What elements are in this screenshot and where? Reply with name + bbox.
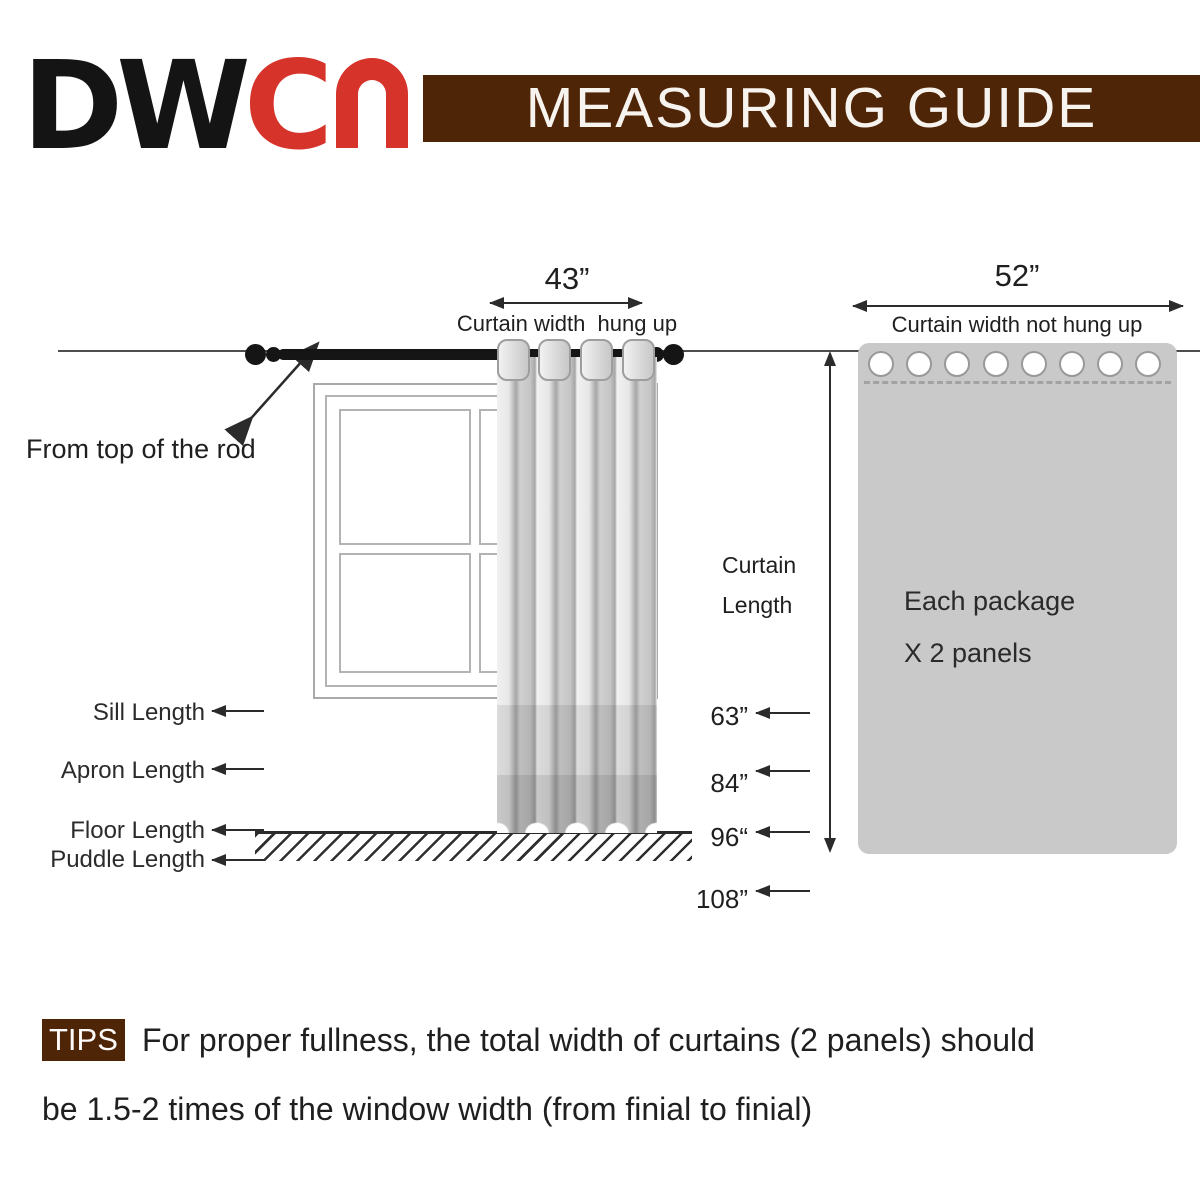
flat-curtain-panel <box>858 343 1177 854</box>
curtain-width-hung-value: 43” <box>544 261 590 296</box>
grommet <box>1021 351 1047 377</box>
grommet <box>1097 351 1123 377</box>
curtain-grommet-tab <box>622 339 655 381</box>
grommet <box>906 351 932 377</box>
window-pane-bottom-left <box>339 553 471 673</box>
logo-black-letters: DW <box>22 35 244 177</box>
label-apron-length: Apron Length <box>60 757 205 784</box>
package-label-line2: X 2 panels <box>904 638 1032 668</box>
curtain-grommet-tab <box>580 339 613 381</box>
grommet <box>944 351 970 377</box>
curtain-length-label-line2: Length <box>722 592 793 618</box>
tips-text-line2: be 1.5-2 times of the window width (from finial to finial) <box>42 1091 813 1127</box>
label-puddle-length: Puddle Length <box>50 846 205 873</box>
tips-badge: TIPS <box>42 1019 125 1061</box>
curtain-grommet-tab <box>538 339 571 381</box>
marker-108-arrow <box>756 890 810 892</box>
logo-red-letter-n-shape <box>336 58 408 148</box>
marker-96: 96“ <box>710 822 748 852</box>
window-pane-top-left <box>339 409 471 545</box>
label-floor-length: Floor Length <box>70 817 205 844</box>
tips-text-line1: For proper fullness, the total width of curtains (2 panels) should <box>142 1022 1035 1058</box>
hung-curtain-panel <box>497 357 657 833</box>
apron-length-arrow <box>212 768 264 770</box>
curtain-length-dimension-arrow <box>822 350 838 854</box>
curtain-width-hung-caption: Curtain width hung up <box>456 311 678 336</box>
grommet <box>983 351 1009 377</box>
rod-finial-left-inner <box>266 347 281 362</box>
marker-96-arrow <box>756 831 810 833</box>
width-flat-dimension-arrow <box>853 305 1183 307</box>
marker-63-arrow <box>756 712 810 714</box>
sill-length-arrow <box>212 710 264 712</box>
width-hung-dimension-arrow <box>490 302 642 304</box>
curtain-width-flat-value: 52” <box>994 258 1040 293</box>
package-label-line1: Each package <box>904 586 1076 616</box>
rod-callout-arrow <box>225 352 315 444</box>
curtain-length-segment-84 <box>497 705 657 775</box>
marker-63: 63” <box>710 701 748 731</box>
curtain-width-flat-caption: Curtain width not hung up <box>891 312 1143 337</box>
rod-callout-label: From top of the rod <box>26 434 256 464</box>
banner-title: MEASURING GUIDE <box>423 75 1200 142</box>
rod-finial-right-outer <box>663 344 684 365</box>
logo-red-letter-c: C <box>243 35 327 177</box>
grommet <box>868 351 894 377</box>
label-sill-length: Sill Length <box>92 699 205 726</box>
rod-finial-left-outer <box>245 344 266 365</box>
curtain-length-label-line1: Curtain <box>722 552 797 578</box>
marker-108: 108” <box>695 884 748 914</box>
marker-84-arrow <box>756 770 810 772</box>
grommet <box>1059 351 1085 377</box>
floor-hatching <box>255 831 692 861</box>
grommet-header-stitch-line <box>864 381 1171 384</box>
curtain-grommet-tab <box>497 339 530 381</box>
grommet <box>1135 351 1161 377</box>
brand-logo <box>22 35 408 177</box>
marker-84: 84” <box>710 768 748 798</box>
curtain-hem-scallops <box>497 820 657 833</box>
